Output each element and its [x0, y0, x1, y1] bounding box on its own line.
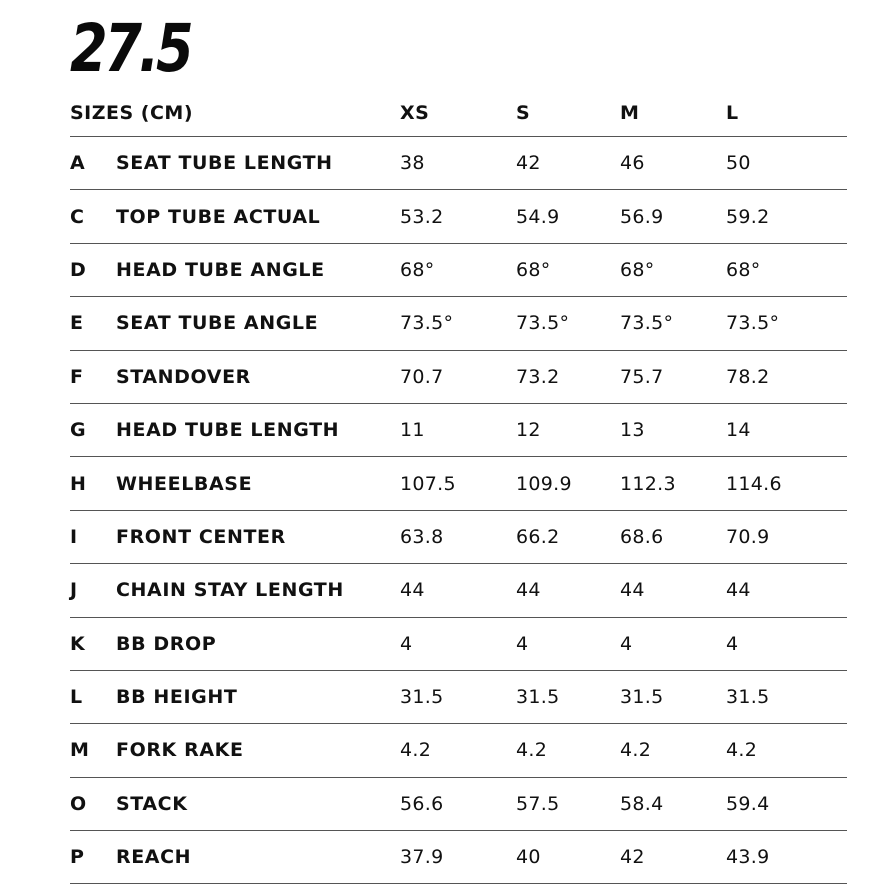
value-l: 31.5	[726, 686, 770, 709]
value-l: 59.2	[726, 205, 770, 228]
value-m: 4.2	[620, 739, 652, 762]
value-xs: 107.5	[400, 472, 456, 495]
table-row	[70, 457, 847, 510]
row-label: SEAT TUBE LENGTH	[116, 152, 333, 175]
row-label: HEAD TUBE LENGTH	[116, 419, 340, 442]
value-xs: 4.2	[400, 739, 432, 762]
table-row	[70, 778, 847, 831]
row-letter: E	[70, 312, 83, 335]
row-label: BB DROP	[116, 632, 217, 655]
value-xs: 70.7	[400, 365, 444, 388]
value-m: 75.7	[620, 365, 664, 388]
row-letter: J	[70, 579, 78, 602]
row-label: SEAT TUBE ANGLE	[116, 312, 319, 335]
table-header	[70, 90, 847, 137]
row-label: STACK	[116, 792, 188, 815]
column-header-s: S	[516, 102, 531, 124]
value-l: 70.9	[726, 525, 770, 548]
value-xs: 44	[400, 579, 425, 602]
value-s: 4	[516, 632, 529, 655]
row-letter: A	[70, 152, 85, 175]
row-letter: D	[70, 258, 86, 281]
value-l: 4	[726, 632, 739, 655]
row-label: BB HEIGHT	[116, 686, 238, 709]
table-row	[70, 404, 847, 457]
table-row	[70, 511, 847, 564]
table-row	[70, 724, 847, 777]
table-row	[70, 297, 847, 350]
value-s: 66.2	[516, 525, 560, 548]
value-m: 4	[620, 632, 633, 655]
value-s: 68°	[516, 258, 551, 281]
value-s: 31.5	[516, 686, 560, 709]
value-m: 56.9	[620, 205, 664, 228]
table-row	[70, 564, 847, 617]
value-m: 68.6	[620, 525, 664, 548]
value-l: 44	[726, 579, 751, 602]
value-xs: 73.5°	[400, 312, 454, 335]
sizes-header: SIZES (CM)	[70, 102, 194, 124]
column-header-m: M	[620, 102, 640, 124]
value-s: 54.9	[516, 205, 560, 228]
row-label: FRONT CENTER	[116, 525, 286, 548]
row-letter: O	[70, 792, 87, 815]
value-l: 114.6	[726, 472, 782, 495]
value-xs: 31.5	[400, 686, 444, 709]
column-header-xs: XS	[400, 102, 430, 124]
row-label: HEAD TUBE ANGLE	[116, 258, 325, 281]
table-row	[70, 831, 847, 884]
row-letter: H	[70, 472, 86, 495]
row-letter: F	[70, 365, 83, 388]
value-l: 50	[726, 152, 751, 175]
row-letter: G	[70, 419, 86, 442]
value-s: 73.5°	[516, 312, 570, 335]
value-l: 43.9	[726, 846, 770, 869]
value-l: 14	[726, 419, 751, 442]
value-m: 112.3	[620, 472, 676, 495]
value-l: 59.4	[726, 792, 770, 815]
value-m: 31.5	[620, 686, 664, 709]
table-row	[70, 137, 847, 190]
row-letter: M	[70, 739, 89, 762]
value-xs: 11	[400, 419, 425, 442]
row-label: STANDOVER	[116, 365, 251, 388]
value-s: 12	[516, 419, 541, 442]
value-xs: 4	[400, 632, 413, 655]
value-s: 109.9	[516, 472, 572, 495]
value-l: 4.2	[726, 739, 758, 762]
value-m: 58.4	[620, 792, 664, 815]
row-letter: I	[70, 525, 78, 548]
value-s: 57.5	[516, 792, 560, 815]
geometry-table	[70, 137, 847, 884]
value-m: 68°	[620, 258, 655, 281]
value-xs: 37.9	[400, 846, 444, 869]
row-letter: K	[70, 632, 85, 655]
value-xs: 68°	[400, 258, 435, 281]
table-row	[70, 671, 847, 724]
row-letter: L	[70, 686, 83, 709]
row-letter: C	[70, 205, 84, 228]
row-letter: P	[70, 846, 84, 869]
row-label: WHEELBASE	[116, 472, 253, 495]
value-l: 73.5°	[726, 312, 780, 335]
row-label: REACH	[116, 846, 192, 869]
value-s: 44	[516, 579, 541, 602]
value-m: 46	[620, 152, 645, 175]
table-row	[70, 618, 847, 671]
value-m: 42	[620, 846, 645, 869]
value-s: 40	[516, 846, 541, 869]
table-row	[70, 244, 847, 297]
column-header-l: L	[726, 102, 739, 124]
value-m: 44	[620, 579, 645, 602]
value-l: 68°	[726, 258, 761, 281]
row-label: CHAIN STAY LENGTH	[116, 579, 344, 602]
value-xs: 56.6	[400, 792, 444, 815]
value-l: 78.2	[726, 365, 770, 388]
value-xs: 38	[400, 152, 425, 175]
table-row	[70, 190, 847, 243]
value-s: 73.2	[516, 365, 560, 388]
value-m: 73.5°	[620, 312, 674, 335]
table-row	[70, 351, 847, 404]
page-title: 27.5	[70, 10, 191, 87]
value-s: 42	[516, 152, 541, 175]
value-s: 4.2	[516, 739, 548, 762]
value-xs: 53.2	[400, 205, 444, 228]
value-xs: 63.8	[400, 525, 444, 548]
row-label: FORK RAKE	[116, 739, 244, 762]
value-m: 13	[620, 419, 645, 442]
row-label: TOP TUBE ACTUAL	[116, 205, 321, 228]
